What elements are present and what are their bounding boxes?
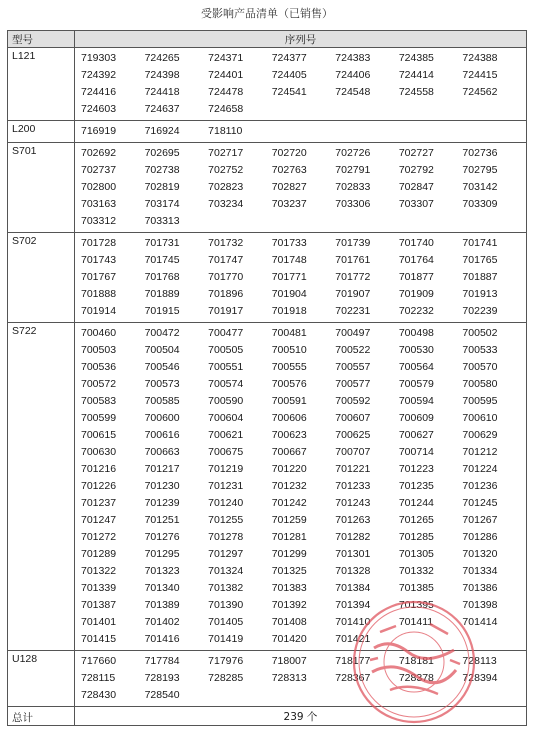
- serial-number: 728394: [462, 672, 498, 684]
- serial-number: 701265: [398, 514, 434, 526]
- serial-number: 702827: [271, 181, 307, 193]
- serial-number: 724385: [398, 52, 434, 64]
- serial-number: 718110: [208, 125, 243, 137]
- serial-number: 701904: [271, 288, 307, 300]
- serial-number: 717784: [144, 655, 180, 667]
- serial-number: 703307: [398, 198, 434, 210]
- serial-number: 701739: [335, 237, 371, 249]
- serial-number: 701416: [144, 633, 180, 645]
- serial-number: 700497: [335, 327, 371, 339]
- serial-number: 701242: [271, 497, 307, 509]
- serial-number: 702738: [144, 164, 180, 176]
- serial-number: 701728: [81, 237, 117, 249]
- serial-number: 701286: [462, 531, 498, 543]
- serial-list: [75, 233, 526, 322]
- serial-number: 700472: [144, 327, 180, 339]
- serial-number: 728540: [144, 689, 180, 701]
- serial-number: 701402: [144, 616, 180, 628]
- serial-number: 702727: [398, 147, 434, 159]
- serial-number: 701235: [398, 480, 434, 492]
- serials-cell: [75, 233, 527, 323]
- serial-number: 701334: [462, 565, 498, 577]
- table-row: [8, 323, 527, 651]
- serial-number: 701320: [462, 548, 498, 560]
- serial-number: 702792: [398, 164, 434, 176]
- serial-number: 701305: [398, 548, 434, 560]
- serial-number: 724398: [144, 69, 180, 81]
- serial-number: 703142: [462, 181, 498, 193]
- serial-number: 717660: [81, 655, 117, 667]
- serial-number: 701896: [208, 288, 244, 300]
- serial-number: 701733: [271, 237, 307, 249]
- serial-number: 700460: [81, 327, 117, 339]
- serial-number: 701421: [335, 633, 371, 645]
- serial-number: 700609: [398, 412, 434, 424]
- serial-number: 724418: [144, 86, 180, 98]
- serial-number: 701243: [335, 497, 371, 509]
- serial-number: 702232: [398, 305, 434, 317]
- serial-number: 701747: [208, 254, 244, 266]
- serial-number: 728430: [81, 689, 117, 701]
- serial-number: 703309: [462, 198, 498, 210]
- serial-number: 701212: [462, 446, 498, 458]
- serial-number: 701915: [144, 305, 180, 317]
- table-row: [8, 143, 527, 233]
- serial-number: 701328: [335, 565, 371, 577]
- serial-number: 701740: [398, 237, 434, 249]
- serial-number: 700555: [271, 361, 307, 373]
- serial-number: 701289: [81, 548, 117, 560]
- serial-number: 700621: [208, 429, 244, 441]
- table-row: [8, 48, 527, 121]
- serial-number: 701731: [144, 237, 180, 249]
- serial-number: 702800: [81, 181, 117, 193]
- model-cell: L200: [8, 121, 75, 143]
- serial-number: 700627: [398, 429, 434, 441]
- serial-number: 701272: [81, 531, 117, 543]
- serial-number: 701240: [208, 497, 244, 509]
- serial-number: 702823: [208, 181, 244, 193]
- serial-number: 700564: [398, 361, 434, 373]
- serial-number: 724541: [271, 86, 307, 98]
- serial-number: 700610: [462, 412, 498, 424]
- serial-number: 724371: [208, 52, 244, 64]
- serial-number: 701877: [398, 271, 434, 283]
- serials-cell: [75, 121, 527, 143]
- serial-number: 703234: [208, 198, 244, 210]
- serial-number: 701322: [81, 565, 117, 577]
- serial-number: 700595: [462, 395, 498, 407]
- serial-number: 701395: [398, 599, 434, 611]
- serial-number: 701387: [81, 599, 117, 611]
- serial-number: 701401: [81, 616, 117, 628]
- serial-number: 701230: [144, 480, 180, 492]
- total-value: 239 个: [75, 707, 527, 726]
- serial-number: 700590: [208, 395, 244, 407]
- serial-number: 700667: [271, 446, 307, 458]
- serial-number: 728367: [335, 672, 371, 684]
- serial-number: 701220: [271, 463, 307, 475]
- serial-number: 701918: [271, 305, 307, 317]
- serial-number: 701339: [81, 582, 117, 594]
- serial-number: 700504: [144, 344, 180, 356]
- serial-number: 701223: [398, 463, 434, 475]
- serial-number: 700623: [271, 429, 307, 441]
- serial-number: 724392: [81, 69, 117, 81]
- serial-number: 703312: [81, 215, 117, 227]
- serial-number: 701748: [271, 254, 307, 266]
- serial-number: 700510: [271, 344, 307, 356]
- serial-number: 701282: [335, 531, 371, 543]
- serial-list: [75, 143, 526, 232]
- serial-number: 716924: [144, 125, 180, 137]
- serial-number: 724416: [81, 86, 117, 98]
- serial-number: 700675: [208, 446, 244, 458]
- serial-number: 701285: [398, 531, 434, 543]
- serial-number: 701909: [398, 288, 434, 300]
- serial-number: 702833: [335, 181, 371, 193]
- serial-number: 724558: [398, 86, 434, 98]
- serial-number: 700714: [398, 446, 434, 458]
- serial-number: 701761: [335, 254, 371, 266]
- serial-number: 701384: [335, 582, 371, 594]
- serial-number: 701244: [398, 497, 434, 509]
- serial-number: 701255: [208, 514, 244, 526]
- serial-number: 700583: [81, 395, 117, 407]
- serial-number: 701237: [81, 497, 117, 509]
- serial-number: 701324: [208, 565, 244, 577]
- serial-number: 703174: [144, 198, 180, 210]
- serial-number: 702752: [208, 164, 244, 176]
- serial-number: 724414: [398, 69, 434, 81]
- serial-number: 701419: [208, 633, 244, 645]
- serial-number: 700577: [335, 378, 371, 390]
- serial-number: 701741: [462, 237, 498, 249]
- serial-number: 702791: [335, 164, 371, 176]
- serial-number: 701221: [335, 463, 371, 475]
- serial-number: 724401: [208, 69, 244, 81]
- affected-products-table: [7, 30, 527, 726]
- serial-number: 728193: [144, 672, 180, 684]
- serial-number: 702763: [271, 164, 307, 176]
- serials-cell: [75, 48, 527, 121]
- serial-number: 701276: [144, 531, 180, 543]
- serial-number: 700570: [462, 361, 498, 373]
- serial-number: 724415: [462, 69, 498, 81]
- serial-number: 701385: [398, 582, 434, 594]
- serial-number: 701239: [144, 497, 180, 509]
- serial-number: 701233: [335, 480, 371, 492]
- serial-number: 700536: [81, 361, 117, 373]
- serial-number: 701251: [144, 514, 180, 526]
- model-cell: S701: [8, 143, 75, 233]
- serial-number: 700625: [335, 429, 371, 441]
- serial-number: 718007: [271, 655, 307, 667]
- model-cell: L121: [8, 48, 75, 121]
- table-row: [8, 651, 527, 707]
- serial-number: 703313: [144, 215, 180, 227]
- serial-number: 701745: [144, 254, 180, 266]
- serial-number: 700533: [462, 344, 498, 356]
- serial-list: [75, 121, 526, 142]
- serial-number: 701247: [81, 514, 117, 526]
- serial-number: 718177: [335, 655, 371, 667]
- serial-number: 702231: [335, 305, 371, 317]
- serial-number: 701232: [271, 480, 307, 492]
- serial-number: 702847: [398, 181, 434, 193]
- serial-number: 701299: [271, 548, 307, 560]
- serial-number: 701768: [144, 271, 180, 283]
- serial-number: 724603: [81, 103, 117, 115]
- serial-number: 701323: [144, 565, 180, 577]
- serial-number: 701887: [462, 271, 498, 283]
- serial-number: 701383: [271, 582, 307, 594]
- serial-number: 701332: [398, 565, 434, 577]
- serial-number: 701216: [81, 463, 117, 475]
- serial-number: 702737: [81, 164, 117, 176]
- serial-number: 701410: [335, 616, 371, 628]
- table-row: [8, 233, 527, 323]
- serial-number: 701398: [462, 599, 498, 611]
- serial-number: 724265: [144, 52, 180, 64]
- serial-number: 700707: [335, 446, 371, 458]
- serial-number: 702726: [335, 147, 371, 159]
- serial-number: 701408: [271, 616, 307, 628]
- serial-column-header: 序列号: [75, 31, 527, 48]
- serial-number: 700498: [398, 327, 434, 339]
- serial-number: 700481: [271, 327, 307, 339]
- serial-number: 702692: [81, 147, 117, 159]
- serial-number: 700630: [81, 446, 117, 458]
- serial-number: 702717: [208, 147, 244, 159]
- serial-number: 700604: [208, 412, 244, 424]
- serial-number: 700591: [271, 395, 307, 407]
- serial-number: 703163: [81, 198, 117, 210]
- serial-number: 701231: [208, 480, 244, 492]
- serial-number: 724562: [462, 86, 498, 98]
- serial-number: 701217: [144, 463, 180, 475]
- serial-number: 724406: [335, 69, 371, 81]
- serial-number: 701295: [144, 548, 180, 560]
- serial-number: 718181: [398, 655, 434, 667]
- serial-number: 701888: [81, 288, 117, 300]
- serial-number: 701743: [81, 254, 117, 266]
- serial-number: 701772: [335, 271, 371, 283]
- serial-number: 701415: [81, 633, 117, 645]
- serial-number: 702239: [462, 305, 498, 317]
- serial-number: 728115: [81, 672, 116, 684]
- serial-number: 728313: [271, 672, 307, 684]
- serial-number: 700557: [335, 361, 371, 373]
- serial-number: 719303: [81, 52, 117, 64]
- serial-list: [75, 48, 526, 120]
- serial-number: 701767: [81, 271, 117, 283]
- serial-number: 700530: [398, 344, 434, 356]
- serials-cell: [75, 143, 527, 233]
- serial-number: 700599: [81, 412, 117, 424]
- serial-number: 724548: [335, 86, 371, 98]
- serial-number: 701771: [271, 271, 307, 283]
- table-header-row: [8, 31, 527, 48]
- serial-number: 701226: [81, 480, 117, 492]
- table-row: [8, 121, 527, 143]
- serial-number: 701889: [144, 288, 180, 300]
- serials-cell: [75, 323, 527, 651]
- serial-number: 700606: [271, 412, 307, 424]
- serial-number: 700585: [144, 395, 180, 407]
- serial-number: 701325: [271, 565, 307, 577]
- serial-number: 717976: [208, 655, 244, 667]
- serial-number: 702819: [144, 181, 180, 193]
- serial-number: 700594: [398, 395, 434, 407]
- serial-number: 701382: [208, 582, 244, 594]
- serial-number: 700574: [208, 378, 244, 390]
- serial-number: 700551: [208, 361, 244, 373]
- serial-number: 701770: [208, 271, 244, 283]
- serial-number: 724658: [208, 103, 244, 115]
- serial-number: 700522: [335, 344, 371, 356]
- serial-number: 701340: [144, 582, 180, 594]
- serial-number: 728113: [462, 655, 497, 667]
- serial-number: 701764: [398, 254, 434, 266]
- model-column-header: 型号: [8, 31, 75, 48]
- serial-number: 701386: [462, 582, 498, 594]
- serial-number: 700579: [398, 378, 434, 390]
- serial-number: 701219: [208, 463, 244, 475]
- model-cell: S702: [8, 233, 75, 323]
- serials-cell: [75, 651, 527, 707]
- serial-number: 701245: [462, 497, 498, 509]
- serial-number: 701913: [462, 288, 498, 300]
- serial-number: 716919: [81, 125, 117, 137]
- serial-number: 701392: [271, 599, 307, 611]
- total-row: [8, 707, 527, 726]
- serial-number: 701267: [462, 514, 498, 526]
- serial-number: 701414: [462, 616, 498, 628]
- serial-number: 701281: [271, 531, 307, 543]
- model-cell: S722: [8, 323, 75, 651]
- serial-number: 700503: [81, 344, 117, 356]
- serial-number: 701917: [208, 305, 244, 317]
- serial-number: 700580: [462, 378, 498, 390]
- serial-number: 700477: [208, 327, 244, 339]
- serial-number: 700572: [81, 378, 117, 390]
- serial-number: 701236: [462, 480, 498, 492]
- serial-list: [75, 323, 526, 650]
- serial-number: 700600: [144, 412, 180, 424]
- serial-number: 703237: [271, 198, 307, 210]
- serial-number: 701278: [208, 531, 244, 543]
- serial-number: 701411: [398, 616, 434, 628]
- serial-number: 701301: [335, 548, 371, 560]
- serial-number: 700573: [144, 378, 180, 390]
- serial-number: 701297: [208, 548, 244, 560]
- serial-number: 702795: [462, 164, 498, 176]
- model-cell: U128: [8, 651, 75, 707]
- serial-number: 724637: [144, 103, 180, 115]
- serial-number: 701259: [271, 514, 307, 526]
- serial-number: 703306: [335, 198, 371, 210]
- serial-number: 701914: [81, 305, 117, 317]
- serial-number: 724388: [462, 52, 498, 64]
- serial-number: 701263: [335, 514, 371, 526]
- serial-number: 701224: [462, 463, 498, 475]
- serial-number: 701390: [208, 599, 244, 611]
- serial-number: 700546: [144, 361, 180, 373]
- serial-number: 724478: [208, 86, 244, 98]
- serial-number: 728378: [398, 672, 434, 684]
- serial-number: 701732: [208, 237, 244, 249]
- serial-number: 702720: [271, 147, 307, 159]
- serial-number: 701907: [335, 288, 371, 300]
- serial-number: 700616: [144, 429, 180, 441]
- serial-number: 724383: [335, 52, 371, 64]
- serial-number: 701389: [144, 599, 180, 611]
- page-title: 受影响产品清单（已销售）: [201, 7, 333, 20]
- serial-list: [75, 651, 526, 706]
- serial-number: 700615: [81, 429, 117, 441]
- serial-number: 700502: [462, 327, 498, 339]
- serial-number: 724405: [271, 69, 307, 81]
- serial-number: 700663: [144, 446, 180, 458]
- serial-number: 702695: [144, 147, 180, 159]
- total-label: 总计: [8, 707, 75, 726]
- serial-number: 701394: [335, 599, 371, 611]
- serial-number: 728285: [208, 672, 244, 684]
- serial-number: 724377: [271, 52, 307, 64]
- serial-number: 700592: [335, 395, 371, 407]
- serial-number: 700629: [462, 429, 498, 441]
- serial-number: 700505: [208, 344, 244, 356]
- serial-number: 702736: [462, 147, 498, 159]
- serial-number: 700607: [335, 412, 371, 424]
- serial-number: 700576: [271, 378, 307, 390]
- serial-number: 701765: [462, 254, 498, 266]
- serial-number: 701420: [271, 633, 307, 645]
- serial-number: 701405: [208, 616, 244, 628]
